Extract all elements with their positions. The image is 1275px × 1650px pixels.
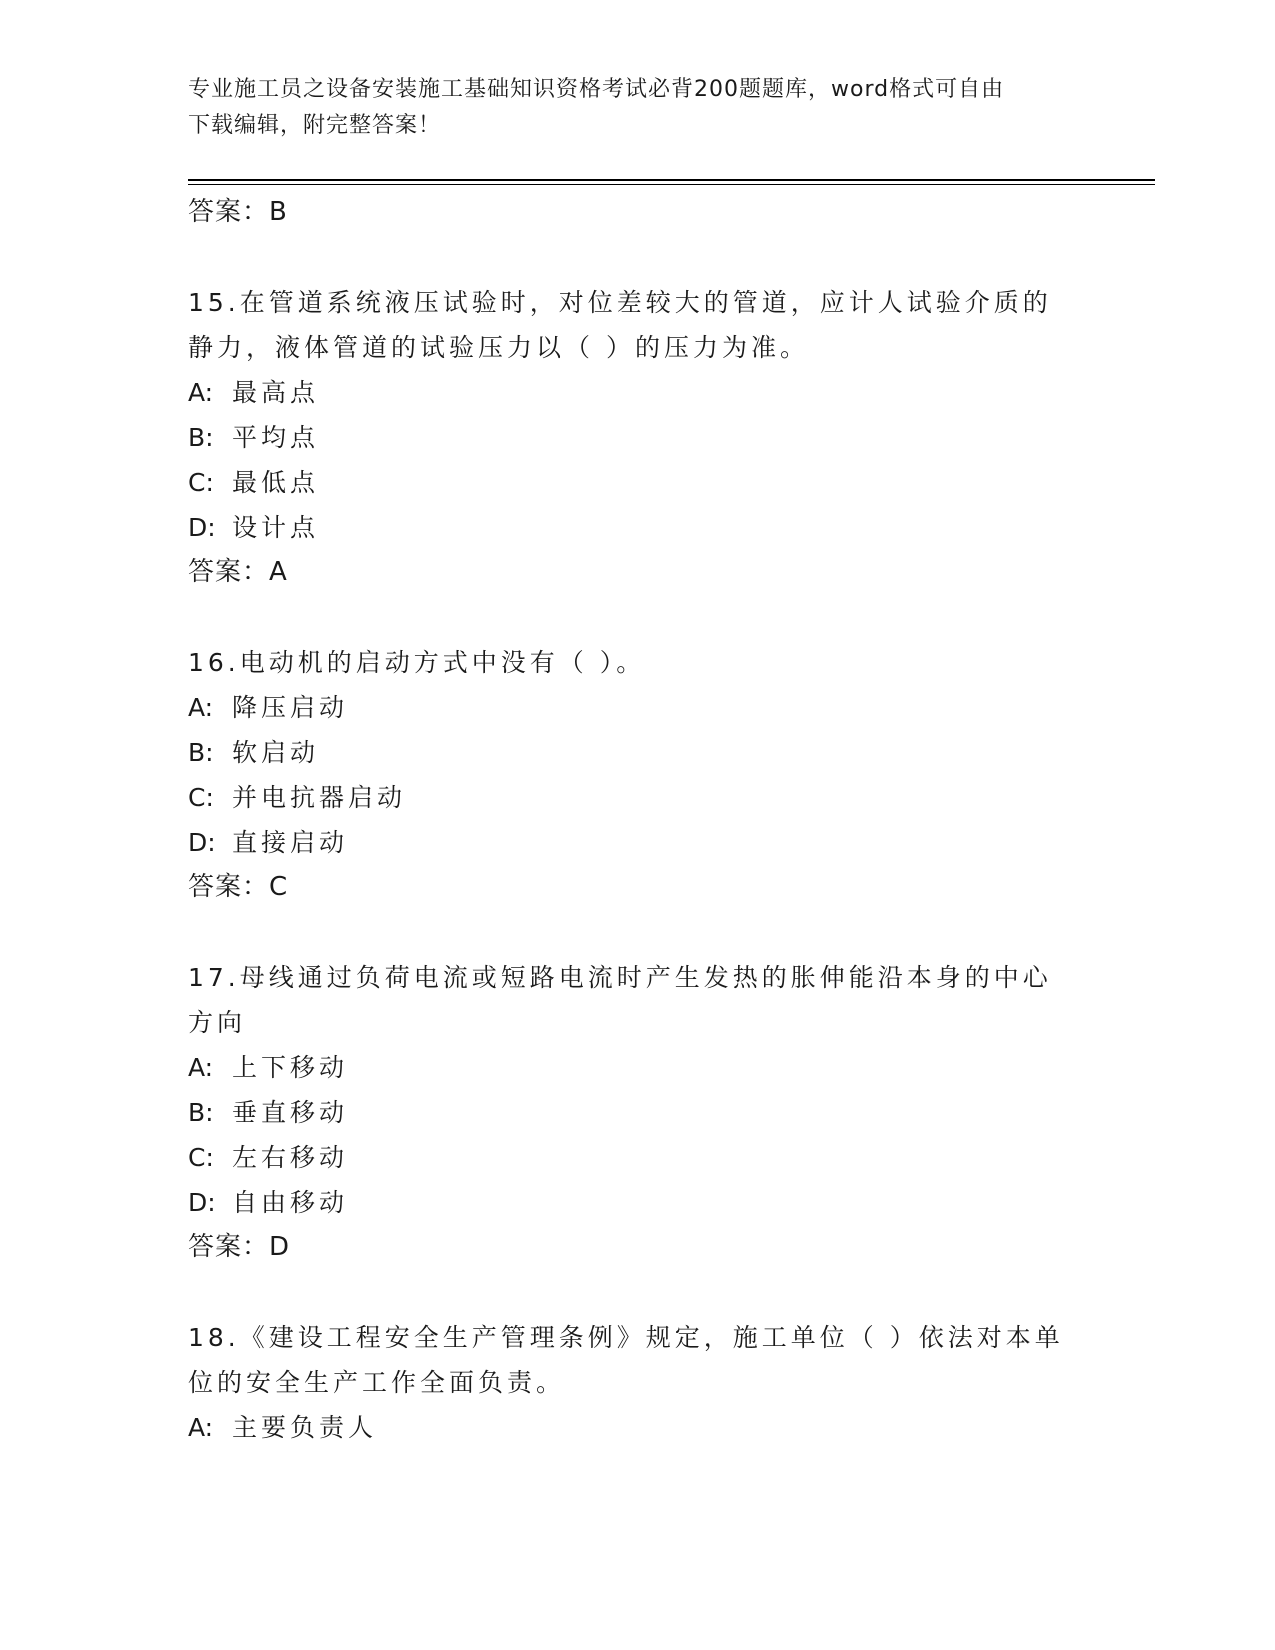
option-c <box>188 775 1088 820</box>
option-key: B: <box>188 738 214 767</box>
option-key: D: <box>188 828 216 857</box>
header-divider-thin <box>188 184 1155 185</box>
option-d <box>188 1180 1088 1225</box>
option-b <box>188 1090 1088 1135</box>
option-text: 降压启动 <box>232 693 349 722</box>
question-item <box>188 280 1088 595</box>
option-text: 最低点 <box>232 468 320 497</box>
option-key: A: <box>188 378 214 407</box>
header-divider-thick <box>188 179 1155 181</box>
option-text: 左右移动 <box>232 1143 349 1172</box>
option-d <box>188 820 1088 865</box>
answer-line: 答案：B <box>188 197 288 227</box>
option-text: 最高点 <box>232 378 320 407</box>
question-item <box>188 640 1088 910</box>
option-b <box>188 415 1088 460</box>
option-text: 平均点 <box>232 423 320 452</box>
question-text: 18.《建设工程安全生产管理条例》规定，施工单位（ ）依法对本单位的安全生产工作全面负责。 <box>188 1323 1064 1397</box>
question-text: 17.母线通过负荷电流或短路电流时产生发热的胀伸能沿本身的中心方向 <box>188 963 1052 1037</box>
answer-line: 答案：C <box>188 872 289 902</box>
question-item <box>188 1315 1088 1450</box>
option-key: C: <box>188 468 214 497</box>
question-item <box>188 955 1088 1270</box>
answer-line: 答案：A <box>188 557 288 587</box>
question-text: 16.电动机的启动方式中没有（ ）。 <box>188 648 646 677</box>
option-key: B: <box>188 423 214 452</box>
option-text: 垂直移动 <box>232 1098 349 1127</box>
option-c <box>188 460 1088 505</box>
document-header <box>188 72 1088 144</box>
option-text: 主要负责人 <box>232 1413 378 1442</box>
option-key: D: <box>188 513 216 542</box>
option-a <box>188 1405 1088 1450</box>
question-list <box>188 190 1088 1450</box>
option-text: 设计点 <box>232 513 320 542</box>
option-text: 软启动 <box>232 738 320 767</box>
header-line-2: 下载编辑，附完整答案！ <box>188 113 442 138</box>
option-text: 直接启动 <box>232 828 349 857</box>
option-c <box>188 1135 1088 1180</box>
option-key: B: <box>188 1098 214 1127</box>
option-key: A: <box>188 1053 214 1082</box>
answer-line: 答案：D <box>188 1232 291 1262</box>
option-d <box>188 505 1088 550</box>
option-a <box>188 685 1088 730</box>
option-text: 并电抗器启动 <box>232 783 407 812</box>
option-key: C: <box>188 1143 214 1172</box>
option-a <box>188 1045 1088 1090</box>
option-text: 自由移动 <box>232 1188 349 1217</box>
question-text: 15.在管道系统液压试验时，对位差较大的管道，应计人试验介质的静力，液体管道的试验压力以（ ）的压力为准。 <box>188 288 1052 362</box>
option-key: C: <box>188 783 214 812</box>
option-b <box>188 730 1088 775</box>
option-key: D: <box>188 1188 216 1217</box>
option-key: A: <box>188 1413 214 1442</box>
header-line-1: 专业施工员之设备安装施工基础知识资格考试必背200题题库，word格式可自由 <box>188 77 1005 102</box>
option-key: A: <box>188 693 214 722</box>
option-text: 上下移动 <box>232 1053 349 1082</box>
option-a <box>188 370 1088 415</box>
